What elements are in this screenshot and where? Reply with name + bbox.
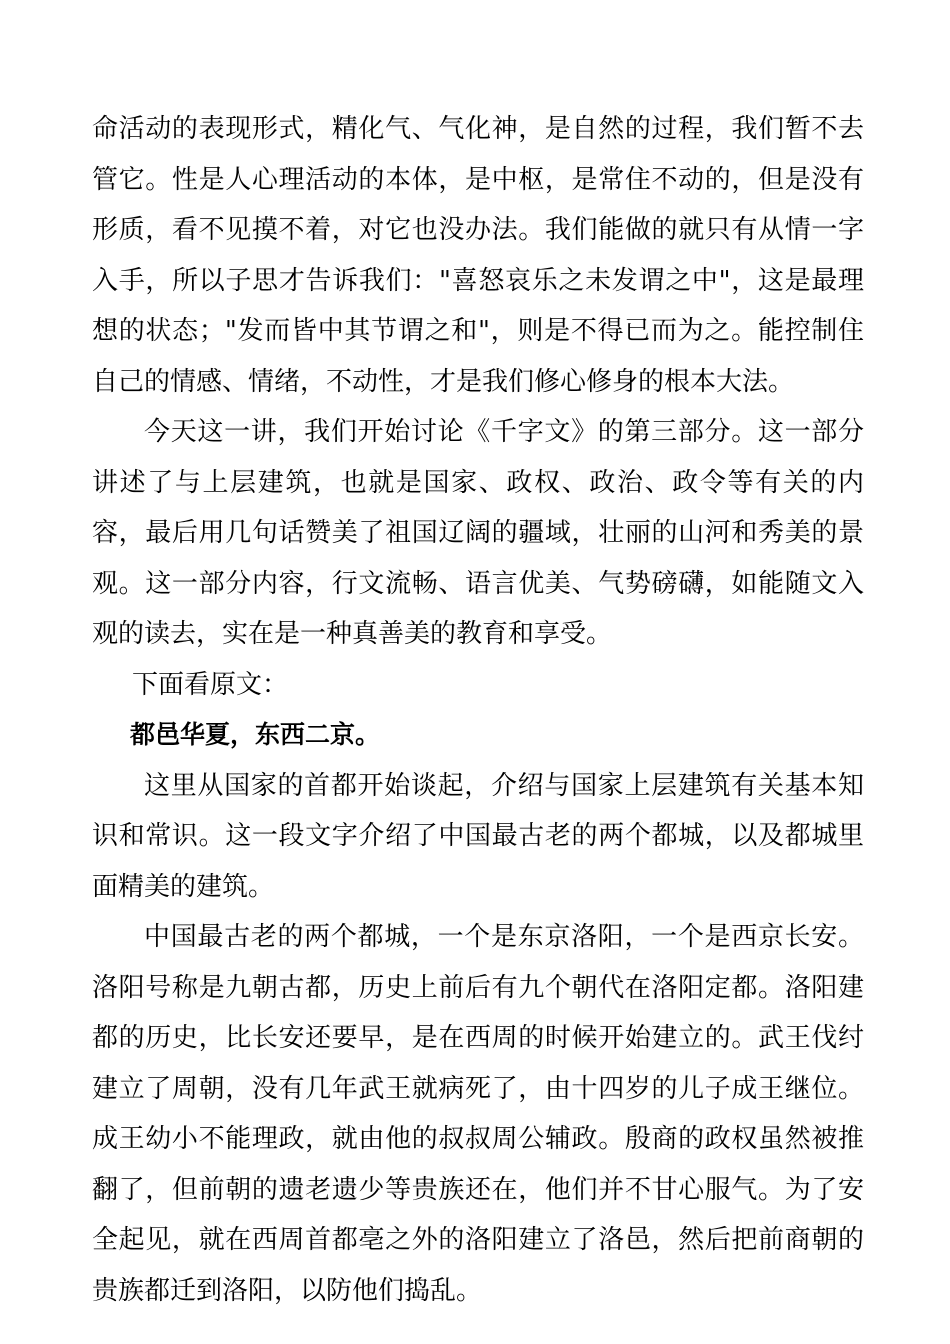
paragraph-explanation: 这里从国家的首都开始谈起，介绍与国家上层建筑有关基本知识和常识。这一段文字介绍了中国最古老的两个都城，以及都城里面精美的建筑。 xyxy=(92,770,864,902)
paragraph-lead-in: 下面看原文： xyxy=(132,669,289,700)
paragraph-intro: 今天这一讲，我们开始讨论《千字文》的第三部分。这一部分讲述了与上层建筑，也就是国家、政权、政治、政令等有关的内容，最后用几句话赞美了祖国辽阔的疆域，壮丽的山河和秀美的景观。这一部分内容，行文流畅、语言优美、气势磅礴，如能随文入观的读去，实在是一种真善美的教育和享受。 xyxy=(92,417,864,649)
document-page xyxy=(92,104,864,1316)
paragraph-history: 中国最古老的两个都城，一个是东京洛阳，一个是西京长安。洛阳号称是九朝古都，历史上前后有九个朝代在洛阳定都。洛阳建都的历史，比长安还要早，是在西周的时候开始建立的。武王伐纣建立了周朝，没有几年武王就病死了，由十四岁的儿子成王继位。成王幼小不能理政，就由他的叔叔周公辅政。殷商的政权虽然被推翻了，但前朝的遗老遗少等贵族还在，他们并不甘心服气。为了安全起见，就在西周首都亳之外的洛阳建立了洛邑，然后把前商朝的贵族都迁到洛阳，以防他们捣乱。 xyxy=(92,922,864,1306)
paragraph-continued: 命活动的表现形式，精化气、气化神，是自然的过程，我们暂不去管它。性是人心理活动的本体，是中枢，是常住不动的，但是没有形质，看不见摸不着，对它也没办法。我们能做的就只有从情一字入手，所以子思才告诉我们："喜怒哀乐之未发谓之中"，这是最理想的状态；"发而皆中其节谓之和"，则是不得已而为之。能控制住自己的情感、情绪，不动性，才是我们修心修身的根本大法。 xyxy=(92,114,864,397)
source-text-heading: 都邑华夏，东西二京。 xyxy=(130,720,381,749)
